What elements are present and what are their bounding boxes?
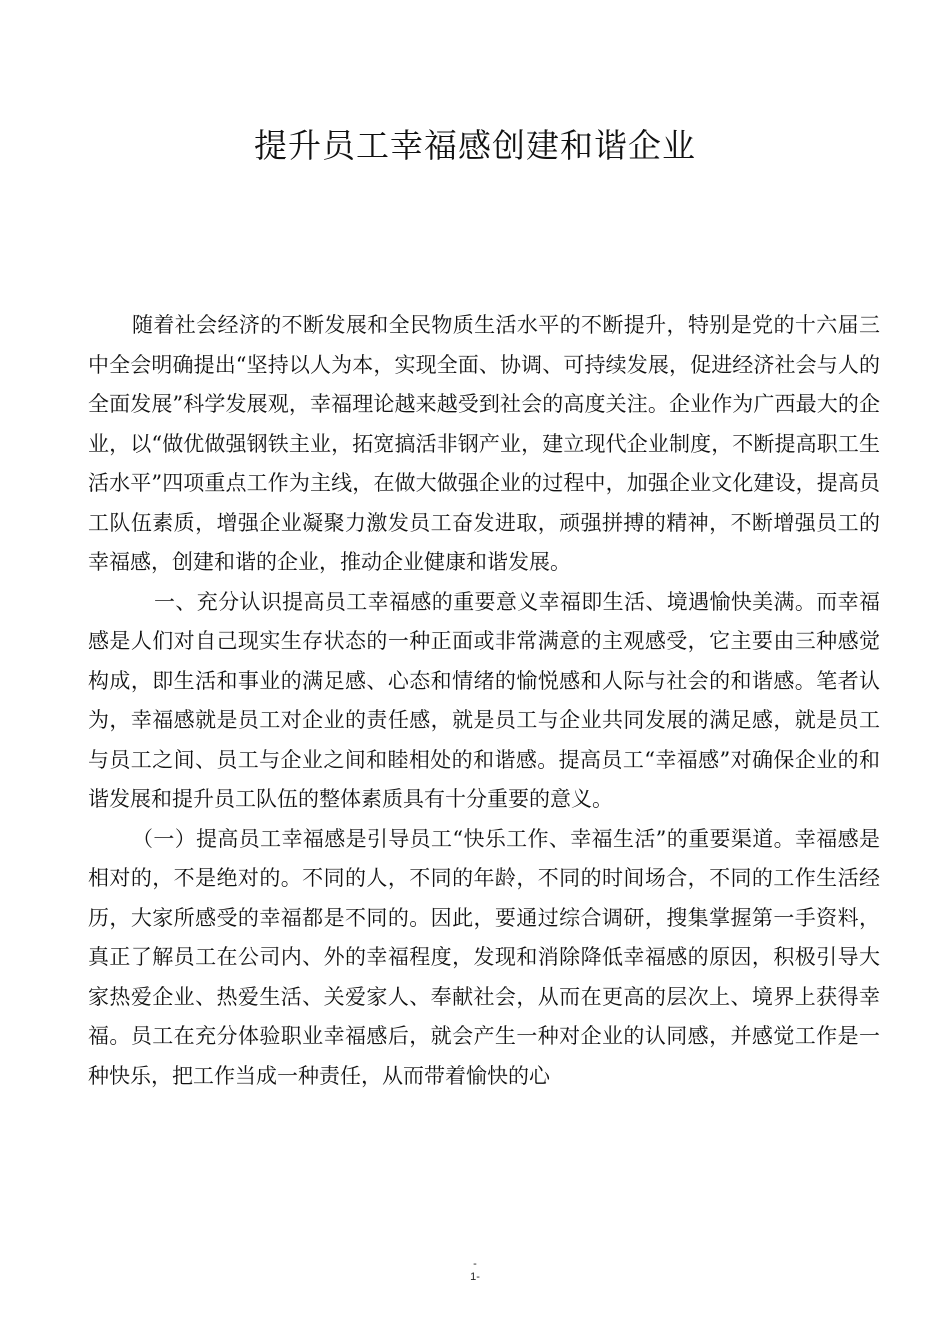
paragraph-subsection-one: （一）提高员工幸福感是引导员工“快乐工作、幸福生活”的重要渠道。幸福感是相对的，不是绝对的。不同的人，不同的年龄，不同的时间场合，不同的工作生活经历，大家所感受的幸福都是不同的。因此，要通过综合调研，搜集掌握第一手资料，真正了解员工在公司内、外的幸福程度，发现和消除降低幸福感的原因，积极引导大家热爱企业、热爱生活、关爱家人、奉献社会，从而在更高的层次上、境界上获得幸福。员工在充分体验职业幸福感后，就会产生一种对企业的认同感，并感觉工作是一种快乐，把工作当成一种责任，从而带着愉快的心 bbox=[88, 826, 880, 1088]
document-title: 提升员工幸福感创建和谐企业 bbox=[254, 126, 696, 165]
footer-dash: - bbox=[473, 1258, 477, 1270]
page-number: 1- bbox=[470, 1271, 480, 1283]
page-footer bbox=[0, 1258, 950, 1284]
paragraph-intro: 随着社会经济的不断发展和全民物质生活水平的不断提升，特别是党的十六届三中全会明确提出“坚持以人为本，实现全面、协调、可持续发展，促进经济社会与人的全面发展”科学发展观，幸福理论越来越受到社会的高度关注。企业作为广西最大的企业，以“做优做强钢铁主业，拓宽搞活非钢产业，建立现代企业制度，不断提高职工生活水平”四项重点工作为主线，在做大做强企业的过程中，加强企业文化建设，提高员工队伍素质，增强企业凝聚力激发员工奋发进取，顽强拼搏的精神，不断增强员工的幸福感，创建和谐的企业，推动企业健康和谐发展。 bbox=[88, 313, 880, 574]
paragraph-section-one: 一、充分认识提高员工幸福感的重要意义幸福即生活、境遇愉快美满。而幸福感是人们对自己现实生存状态的一种正面或非常满意的主观感受，它主要由三种感觉构成，即生活和事业的满足感、心态和情绪的愉悦感和人际与社会的和谐感。笔者认为，幸福感就是员工对企业的责任感，就是员工与企业共同发展的满足感，就是员工与员工之间、员工与企业之间和睦相处的和谐感。提高员工“幸福感”对确保企业的和谐发展和提升员工队伍的整体素质具有十分重要的意义。 bbox=[88, 589, 880, 811]
document-body bbox=[88, 306, 880, 1096]
